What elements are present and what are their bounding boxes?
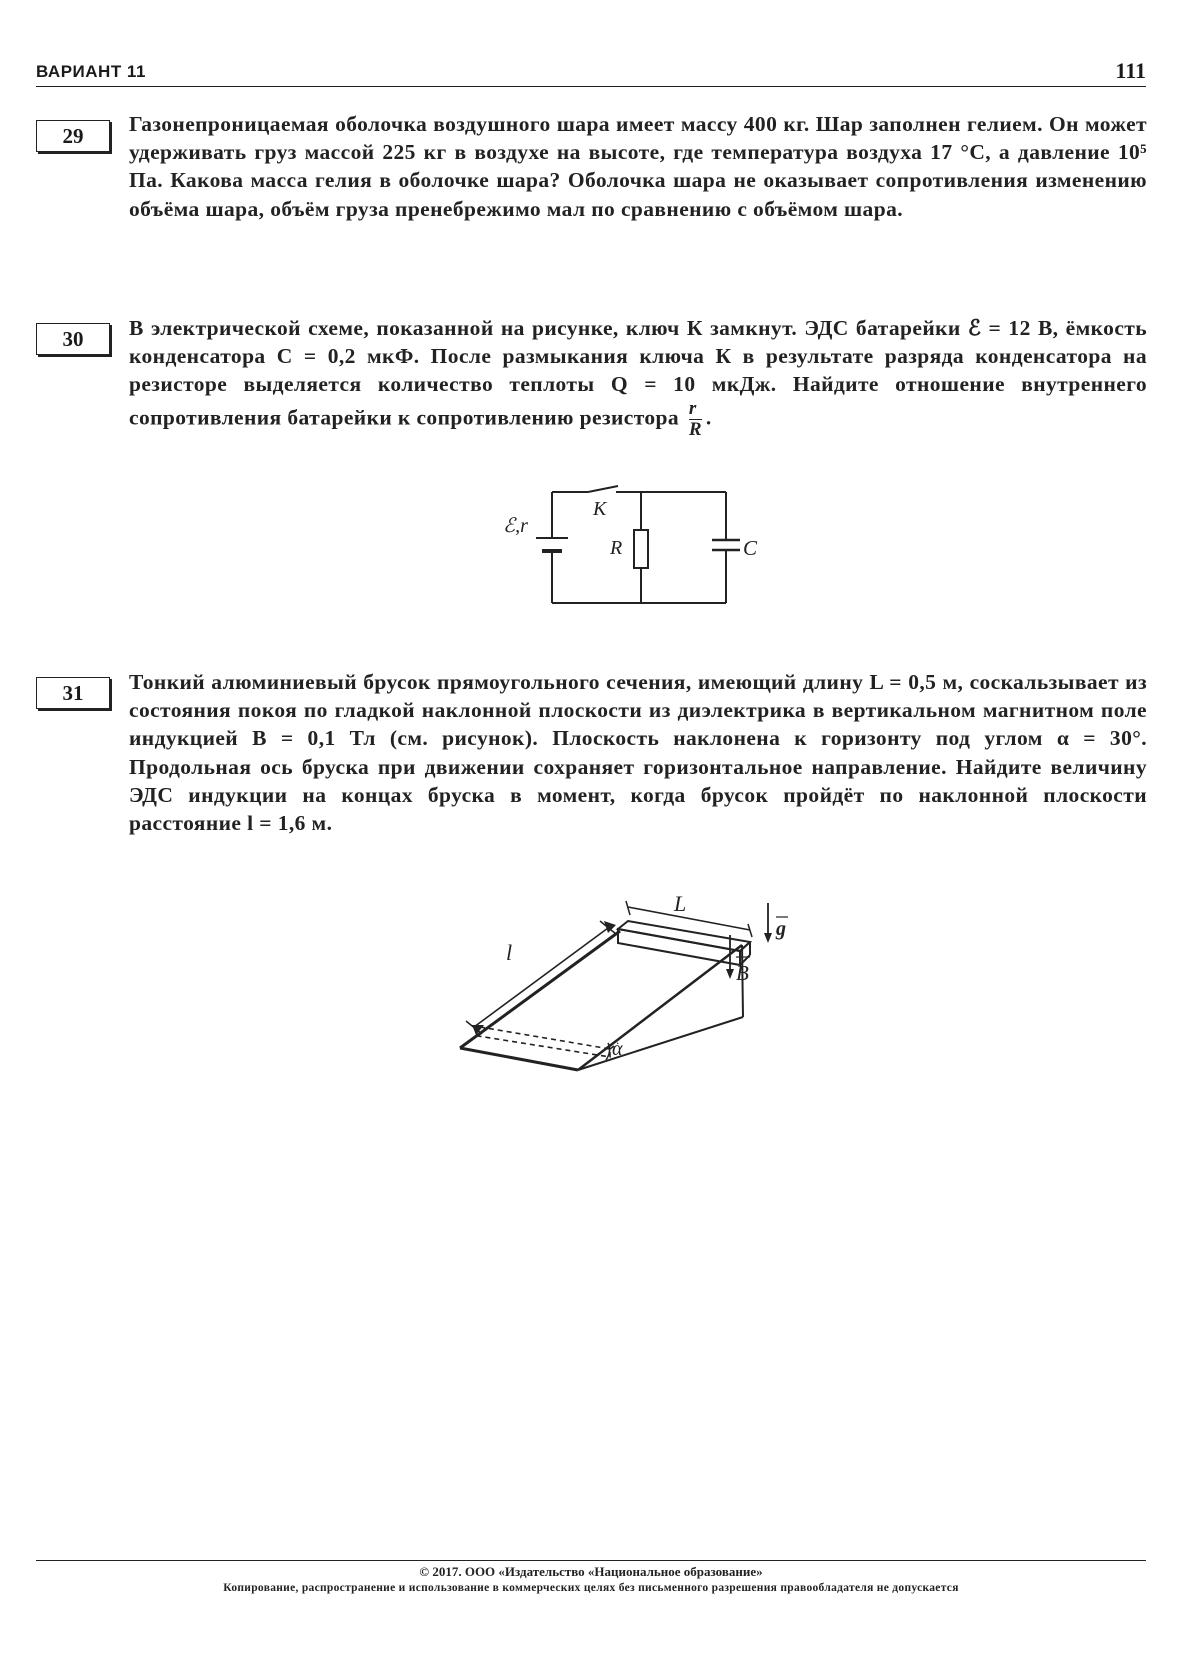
task-30-number: 30 [36,323,110,355]
ratio-numerator: r [688,397,697,419]
task-31-text: Тонкий алюминиевый брусок прямоугольного сечения, имеющий длину L = 0,5 м, соскальзывает из состояния покоя по гладкой наклонной плоскости из диэлектрика в вертикальном магнитном поле индукцией B = 0,1 Тл (см. рисунок). Плоскость наклонена к горизонту под углом α = 30°. Продольная ось бруска при движении сохраняет горизонтальное направление. Найдите величину ЭДС индукции на концах бруска в момент, когда брусок пройдёт по наклонной плоскости расстояние l = 1,6 м. [129,670,1147,836]
task-30-text [129,314,1147,440]
angle-label: α [612,1038,623,1060]
distance-label: l [506,940,513,965]
task-29-number: 29 [36,120,110,152]
task-30-end: . [705,405,712,430]
variant-title: ВАРИАНТ 11 [36,62,146,81]
battery-short-plate [542,549,562,553]
b-label: B [736,961,749,985]
footer-notice: Копирование, распространение и использование в коммерческих целях без письменного разрешения правообладателя не допускается [223,1582,959,1594]
switch-contact [588,486,618,492]
page-header [36,58,1146,88]
resistor-label: R [610,537,623,559]
footer-copyright: © 2017. ООО «Издательство «Национальное образование» [419,1564,763,1579]
circuit-diagram [500,478,760,618]
g-label: g [776,918,786,940]
resistor [634,530,648,568]
length-label: L [674,891,687,916]
distance-arrow [474,928,608,1027]
task-31-number: 31 [36,677,110,709]
incline-diagram [450,885,810,1085]
battery-label: ℰ,r [503,515,528,537]
bar-start-position [478,1027,610,1057]
footer-rule [36,1560,1146,1561]
ratio-denominator: R [688,418,702,440]
angle-arc [606,1043,610,1060]
capacitor-label: C [743,536,758,560]
page-number: 111 [1115,58,1146,83]
switch-label: K [593,498,607,520]
ratio-fraction [689,399,702,440]
task-29-text: Газонепроницаемая оболочка воздушного шара имеет массу 400 кг. Шар заполнен гелием. Он может удерживать груз массой 225 кг в воздухе на высоте, где температура воздуха 17 °С, а давление 10⁵ Па. Какова масса гелия в оболочке шара? Оболочка шара не оказывает сопротивления изменению объёма шара, объём груза пренебрежимо мал по сравнению с объёмом шара. [129,112,1147,221]
header-rule [36,86,1146,87]
task-30-body: В электрической схеме, показанной на рисунке, ключ К замкнут. ЭДС батарейки ℰ = 12 В, ёмкость конденсатора C = 0,2 мкФ. После размыкания ключа К в результате разряда конденсатора на резисторе выделяется количество теплоты Q = 10 мкДж. Найдите отношение внутреннего сопротивления батарейки к сопротивлению резистора [129,316,1147,430]
length-arrow [628,907,750,930]
